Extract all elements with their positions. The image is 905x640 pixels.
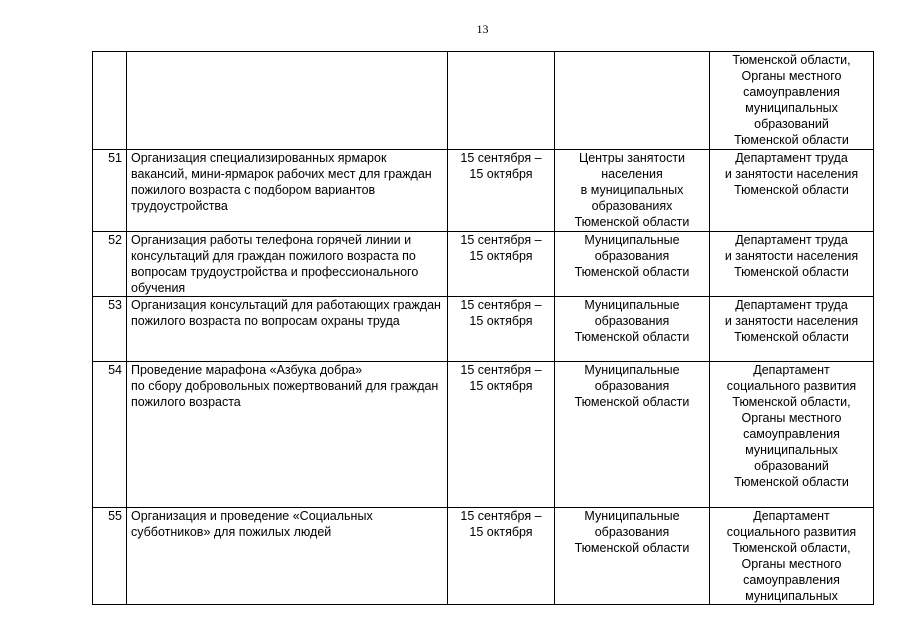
row-number: 52 (93, 232, 127, 297)
event-description: Организация консультаций для работающих граждан пожилого возраста по вопросам охраны труда (127, 297, 448, 362)
event-dates: 15 сентября – 15 октября (448, 232, 555, 297)
event-description: Организация специализированных ярмарок вакансий, мини-ярмарок рабочих мест для граждан пожилого возраста с подбором вариантов трудоустройства (127, 150, 448, 232)
event-description: Организация и проведение «Социальных субботников» для пожилых людей (127, 508, 448, 605)
event-executor: Муниципальные образования Тюменской области (555, 232, 710, 297)
page-number: 13 (476, 22, 489, 36)
table-row (93, 508, 874, 605)
event-dates (448, 52, 555, 150)
event-responsible: Департамент труда и занятости населения Тюменской области (710, 297, 874, 362)
event-dates: 15 сентября – 15 октября (448, 150, 555, 232)
row-number: 54 (93, 362, 127, 508)
event-executor (555, 52, 710, 150)
row-number: 53 (93, 297, 127, 362)
table-row (93, 52, 874, 150)
event-description: Организация работы телефона горячей линии и консультаций для граждан пожилого возраста по вопросам трудоустройства и профессионального обучения (127, 232, 448, 297)
event-executor: Центры занятости населения в муниципальных образованиях Тюменской области (555, 150, 710, 232)
event-responsible: Тюменской области, Органы местного самоуправления муниципальных образований Тюменской области (710, 52, 874, 150)
row-number: 51 (93, 150, 127, 232)
events-table (92, 51, 874, 605)
table-row (93, 150, 874, 232)
event-responsible: Департамент социального развития Тюменской области, Органы местного самоуправления муниципальных образований Тюменской области (710, 362, 874, 508)
event-description: Проведение марафона «Азбука добра» по сбору добровольных пожертвований для граждан пожилого возраста (127, 362, 448, 508)
event-executor: Муниципальные образования Тюменской области (555, 297, 710, 362)
event-executor: Муниципальные образования Тюменской области (555, 508, 710, 605)
table-row (93, 362, 874, 508)
event-dates: 15 сентября – 15 октября (448, 297, 555, 362)
row-number: 55 (93, 508, 127, 605)
table-row (93, 297, 874, 362)
row-number (93, 52, 127, 150)
event-responsible: Департамент труда и занятости населения Тюменской области (710, 150, 874, 232)
event-responsible: Департамент социального развития Тюменской области, Органы местного самоуправления муниципальных (710, 508, 874, 605)
event-dates: 15 сентября – 15 октября (448, 362, 555, 508)
table-row (93, 232, 874, 297)
event-dates: 15 сентября – 15 октября (448, 508, 555, 605)
event-description (127, 52, 448, 150)
event-executor: Муниципальные образования Тюменской области (555, 362, 710, 508)
event-responsible: Департамент труда и занятости населения Тюменской области (710, 232, 874, 297)
